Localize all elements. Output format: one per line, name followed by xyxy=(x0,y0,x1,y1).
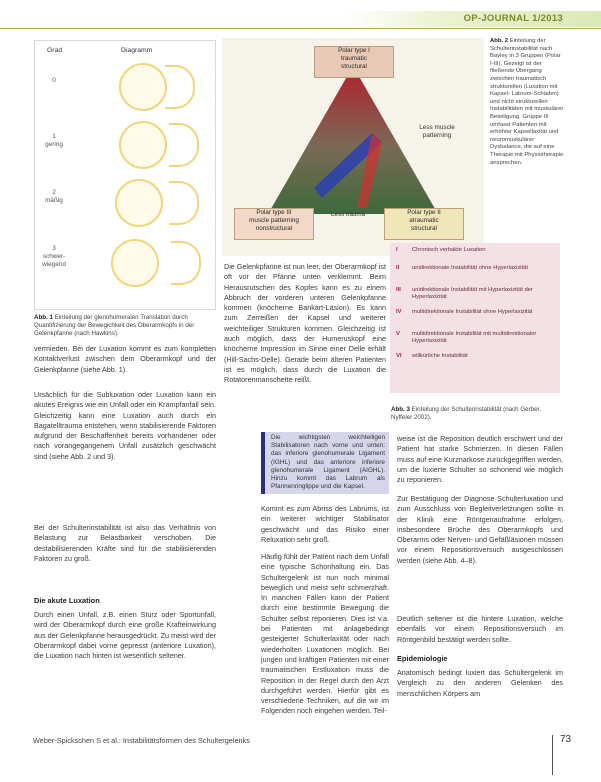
humeral-head-diagram xyxy=(119,121,167,169)
humeral-head-diagram xyxy=(111,239,159,287)
humeral-head-diagram xyxy=(119,63,167,111)
fig1-col-grade: Grad xyxy=(47,47,63,54)
fig1-grade-2: 2 mäßig xyxy=(45,189,63,204)
col3-paragraph-4: Anatomisch bedingt luxiert das Schultergelenk im Vergleich zu den anderen Gelenken des menschlichen Körpers am xyxy=(397,668,563,698)
polar-type-2-label: Polar type II atraumatic structural xyxy=(384,208,464,240)
fig1-caption xyxy=(34,314,216,338)
fig1-grade-3: 3 schwer- wiegend xyxy=(42,245,66,268)
col2-paragraph-1: Die Gelenkpfanne ist nun leer, der Oberarmkopf ist oft vor der Pfanne unten verklemmt. Beim Herausrutschen des Kopfes kann es zu einem Abbruch der vorderen unteren Gelenkpfanne kommen (knöcherne Bankart-Läsion). Es kann zum Zerreißen der Kapsel und weiterer weichteiliger Strukturen kommen. Gleichzeitig ist auch möglich, dass der Humeruskopf eine knöcherne Impression im Sinne einer Delle erhält (Hill-Sachs-Delle). Gerade beim älteren Patienten ist es möglich, dass durch die Luxation die Rotatorenmanschette reißt. xyxy=(224,262,386,385)
row-text: willkürliche Instabilität xyxy=(412,353,468,359)
table-row xyxy=(396,353,554,367)
fig3-caption-text: Einteilung der Schulterinstabilität (nach Gerber, Nyffeler 2002). xyxy=(391,406,541,421)
col1-paragraph-2: Ursächlich für die Subluxation oder Luxation kann ein akutes Ereignis wie ein Unfall oder ein Krampfanfall sein. Gleichzeitig kann eine Luxation auch durch ein Bagatelltrauma entstehen, wenn stabilisierende Faktoren aufgrund der Beschaffenheit bereits vorhandener oder nach vorangegangenem Unfall zusätzlich geschwächt sind (siehe Abb. 2 und 3). xyxy=(34,390,216,461)
fig1-col-diagram: Diagramm xyxy=(121,47,153,54)
info-box-accent xyxy=(261,432,265,494)
section-heading-epidemiology: Epidemiologie xyxy=(397,654,448,663)
glenoid-diagram xyxy=(165,65,195,109)
info-box-text: Die wichtigsten weichteiligen Stabilisatoren nach vorne und unten: das inferiore glenohumerale Ligament (IGHL) und das anteriore inferiore glenohumerale Ligament (AIGHL). Hinzu kommt das Labrum als Pfannenringlippe und die Kapsel. xyxy=(271,434,385,491)
row-text: Chronisch verhakte Luxation xyxy=(412,247,486,253)
polar-type-1-label: Polar type I traumatic structural xyxy=(314,46,394,78)
glenoid-diagram xyxy=(169,181,199,225)
row-number: I xyxy=(396,247,398,253)
section-heading-acute-luxation: Die akute Luxation xyxy=(34,596,100,605)
fig3-caption-label: Abb. 3 xyxy=(391,406,410,413)
header-rule xyxy=(0,28,601,29)
row-text: unidirektionale Instabilität ohne Hyperlaxizität xyxy=(412,265,529,271)
page-number-rule xyxy=(552,735,553,775)
figure-1 xyxy=(34,40,216,310)
fig3-caption xyxy=(391,406,561,422)
page-number: 73 xyxy=(560,734,572,745)
row-text: multidirektionale Instabilität ohne Hyperlaxizität xyxy=(412,309,533,315)
info-box xyxy=(261,432,389,494)
figure-2 xyxy=(222,38,484,256)
row-text: multidirektionale Instabilität mit multidirektionaler Hyperlaxizität xyxy=(412,331,537,344)
table-row xyxy=(396,265,554,279)
fig2-caption xyxy=(490,38,564,167)
table-row xyxy=(396,247,554,261)
row-number: III xyxy=(396,287,401,293)
fig2-caption-text: Einteilung der Schulterinstabilität nach Bayley in 3 Gruppen (Polar I-III). Gezeigt ist der fließende Übergang zwischen traumatisch strukturellen (Luxation mit Kapsel- Labrum-Schäden) und nicht strukturellen Instabilitäten mit muskulärer Beteiligung. Gruppe III umfasst Patienten mit erhöhter Kapsellaxität und neuromuskulärer Dysbalance, die auf eine Therapie mit Physiotherapie ansprechen. xyxy=(490,38,564,166)
table-row xyxy=(396,287,554,301)
col2-paragraph-2: Kommt es zum Abriss des Labrums, ist ein weiterer wichtiger Stabilisator geschwächt und das Risiko einer Reluxation sehr groß. xyxy=(261,504,389,544)
fig1-caption-text: Einteilung der glenohumeralen Translation durch Quantifizierung der Bewegichkeit des Oberarmkopfs in der Gelenkpfanne (nach Hawkins). xyxy=(34,314,195,337)
fig2-caption-label: Abb. 2 xyxy=(490,38,508,44)
fig1-grade-1: 1 gering xyxy=(45,133,63,148)
col1-paragraph-1: vermieden. Bei der Luxation kommt es zum kompletten Kontaktverlust zwischen dem Oberarmkopf und der Gelenkpfanne (siehe Abb. 1). xyxy=(34,344,216,374)
row-number: V xyxy=(396,331,400,337)
glenoid-diagram xyxy=(169,123,199,167)
less-trauma-label: Less trauma xyxy=(330,211,366,218)
less-muscle-patterning-label: Less muscle patterning xyxy=(419,124,455,139)
col3-paragraph-1: weise ist die Reposition deutlich erschwert und der Patient hat starke Schmerzen. In diesen Fällen muss auf eine Kurznarkose zurückgegriffen werden, um die luxierte Schulter so schonend wie möglich zu reponieren. xyxy=(397,434,563,485)
polar-type-3-label: Polar type III muscle patterning nonstructural xyxy=(234,208,314,240)
fig1-caption-label: Abb. 1 xyxy=(34,314,53,321)
row-number: IV xyxy=(396,309,402,315)
col3-paragraph-2: Zur Bestätigung der Diagnose Schulterluxation und zum Ausschluss von Begleitverletzungen sollte in der Klinik eine Röntgenaufnahme erfolgen, insbesondere Brüche des Oberarmkopfs und Oberarms oder Nerven- und Gefäßläsionen müssen vor einem Repositionsversuch ausgeschlossen werden (siehe Abb. 4–8). xyxy=(397,494,563,565)
glenoid-diagram xyxy=(171,241,201,285)
table-row xyxy=(396,309,554,323)
col3-paragraph-3: Deutlich seltener ist die hintere Luxation, welche ebenfalls vor einem Repositionsversuch im Röntgenbild bestätigt werden sollte. xyxy=(397,614,563,644)
humeral-head-diagram xyxy=(115,179,163,227)
classification-table xyxy=(390,243,560,393)
col2-paragraph-3: Häufig fühlt der Patient nach dem Unfall eine typische Schonhaltung ein. Das Schultergelenk ist nun noch minimal beweglich und meist sehr schmerzhaft. In manchen Fällen kann der Patient durch eine bestimmte Bewegung die Schulter selbst reponieren. Dies ist v.a. bei Patienten mit anlagebedingt gesteigerter Schulterlaxität oder nach wiederholten Luxationen möglich. Bei jungen und kräftigen Patienten mit einer traumatischen Erstluxation muss die Reposition in der Regel durch den Arzt durchgeführt werden. Hierfür gibt es verschiedene Techniken, auf die wir im Folgenden noch eingehen werden. Teil- xyxy=(261,552,389,716)
row-text: unidirektionale Instabilität mit Hyperlaxizität der Hyperlaxizität xyxy=(412,287,533,300)
row-number: VI xyxy=(396,353,402,359)
row-number: II xyxy=(396,265,400,271)
journal-header: OP-JOURNAL 1/2013 xyxy=(343,11,601,27)
col1-paragraph-4: Durch einen Unfall, z.B. einen Sturz oder Sportunfall, wird der Oberarmkopf durch eine große Krafteinwirkung aus der Gelenkpfanne herausgedrückt. Zu meist wird der Oberarmkopf dabei vorne gepresst (anteriore Luxation), die Luxation nach hinten ist wesentlich seltener. xyxy=(34,610,216,661)
running-footer: Weber-Spickschen S et al.: Instabilitätsformen des Schultergelenks xyxy=(33,736,250,745)
fig1-grade-0: 0 xyxy=(52,77,56,84)
table-row xyxy=(396,331,554,345)
col1-paragraph-3: Bei der Schulterinstabilität ist also das Verhältnis von Belastung zur Belastbarkeit verschoben. Die destabilisierenden Kräfte sind für die stabilisierenden Faktoren zu groß. xyxy=(34,523,216,563)
